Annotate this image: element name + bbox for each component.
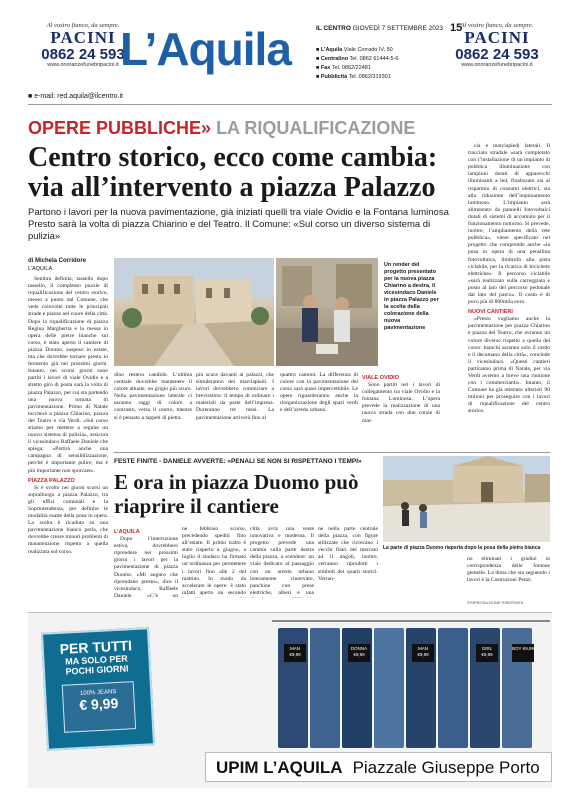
column-subhead: NUOVI CANTIERI (468, 309, 513, 316)
headline: E ora in piazza Duomo può riaprire il cantiere (114, 470, 359, 518)
article-column: quattro cantoni. La differenza di colore con la pavimentazione del corso sarà quasi impercettibile. Le opere riguarderanno anche la riorganizzazione degli spazi verdi e dell’arredo urbano. (280, 372, 358, 414)
article-column: no eliminati i gradini in corrispondenza delle fontane gemelle. La dima che sta seguendo i lavori è la Costruzioni Penzi. (467, 556, 550, 584)
ad-pacini-left: Al vostro fianco, da sempre. PACINI 0862 24 593 www.onoranzefunebripacini.it (41, 22, 125, 68)
sale-sign: PER TUTTI MA SOLO PER POCHI GIORNI 100% JEANS € 9,99 (41, 627, 155, 750)
price-tag: MAN €9,99 (284, 644, 306, 662)
page-number: 15 (450, 22, 463, 34)
dateline: L’AQUILA (28, 266, 53, 272)
dateline: L’AQUILA (114, 529, 140, 535)
byline: di Michela Corridore (28, 258, 87, 264)
jeans-item (374, 628, 404, 748)
store-address: Piazzale Giuseppe Porto (352, 758, 540, 777)
store-banner[interactable] (205, 752, 552, 782)
article-column: città avrà una veste innovativa e moderna. Il progetto prevede una cambia sulla parte destra della piazza, a scendere: un viale dedicato al passaggio con un arredo urbano interamente rinnovato, panchine con prese elettriche, alberi e una (250, 526, 314, 596)
issue-date: GIOVEDÌ 7 SETTEMBRE 2023 (352, 25, 444, 32)
article-kicker: FESTE FINITE - DANIELE AVVERTE: «PENALI SE NON SI RISPETTANO I TEMPI» (114, 458, 362, 465)
article-column: dino restera candido. L’ultima centrale dovrebbe mantenere il colore attuale, un grigio più scuro. Nella pavimentazione laterale ci saranno raggi di colore a contrasto, verso il centro, mentre si è pensato a tappeti di pietra. (114, 372, 192, 421)
divider (28, 104, 552, 105)
contact-row: ■ L’Aquila Viale Corrado IV, 50 (316, 47, 393, 53)
photo-caption: Un render del progetto presentato per la nuova piazza Chiarino a destra, il vicesindaco Daniele in piazza Palazzo per la scelta della colorazione della nuova pavimentazione (384, 262, 439, 331)
email-line[interactable]: ■ e-mail: red.aquila@ilcentro.it (28, 93, 123, 100)
contact-row: ■ Pubblicità Tel. 0862/319301 (316, 74, 391, 80)
contact-row: ■ Fax Tel. 0862/22481 (316, 65, 371, 71)
newspaper-name: IL CENTRO (316, 25, 351, 32)
article-column: cia e marciapiedi laterali. Il tracciato stradale «sarà completato con l’installazione di un impianto di pubblica illuminazione con lampioni dotati di apparecchi illuminanti a led, finalizzato sia al risparmio di consumi elettrici, sia alla riduzione dell’inquinamento luminoso. L’impianto sarà alimentato da pannelli fotovoltaici dotati di sistemi di accumulo per il funzionamento notturno. Si prevede, inoltre, l’ampliamento della rete pubblica», viene specificato nel progetto che comprende anche «la posa in opera di una pensilina fotovoltaica, limitrofa alla pista ciclabile, per la ricarica di biciclette elettriche». Il percorso ciclabile «sarà realizzato sulla carreggiata e posto al lato del percorso pedonale dal lato del parco». Il costo è di poco più di 800mila euro. NUOVI CANTIERI «Presto vogliamo anche la pavimentazione per piazza Chiarino e piazza del Teatro, che avranno un colore diverso rispetto a quella del corso: bianchi saranno solo il cardo e il decumano della città», conclude il vicesindaco. «Questi cantieri partiranno prima di Natale, per via Verdi avremo a breve una riunione con i commercianti». Intanto, il Comune ha già ottenuto ulteriori 90 milioni per proseguire con i lavori di riqualificazione del centro storico. (468, 143, 550, 415)
jeans-item (310, 628, 340, 748)
headline: Centro storico, ecco come cambia: via all’intervento a piazza Palazzo (28, 142, 438, 203)
copyright: ©RIPRODUZIONE RISERVATA (467, 600, 524, 605)
render-photo (114, 258, 274, 366)
column-subhead: VIALE OVIDIO (362, 375, 399, 381)
price-tag: DONNA €9,99 (348, 644, 370, 662)
vicesindaco-photo (276, 258, 378, 366)
divider (114, 452, 550, 453)
price-tag: MAN €9,99 (412, 644, 434, 662)
jeans-item (438, 628, 468, 748)
article-column: ne febbraio scorso, precedendo spediti fino all’estate. Il primo tratto è stato riaperto a giugno, a luglio il sindaco ha firmato un’ordinanza per permettere i lavori fino alle 2 del mattino. In modo da accelerare le opere: è stato infatti aperto un secondo (182, 526, 246, 596)
column-subhead: PIAZZA PALAZZO (28, 477, 75, 484)
price-tag: GIRL €9,99 (476, 644, 498, 662)
photo-caption: La parte di piazza Duomo riaperta dopo la posa della pietra bianca (383, 545, 541, 551)
contact-row: ■ Centralino Tel. 0862 61444-5-6 (316, 56, 399, 62)
article-column: ne nella parte centrale della piazza, con figure stilizzate che ricrecano i vecchi filari del mercato ad il angoli, inoltre, verranno riprodotti i simboli dei quarti storici. Verran- (318, 526, 378, 582)
article-column: L’AQUILA Dopo l’interruzione estiva, dovrebbero riprendere nei prossimi giorni i lavori per la pavimentazione di piazza Duomo. «Mi auguro che riprendano presto», dice il vicesindaco, Raffaele Daniele. «C’è un (114, 529, 178, 598)
article-column: Sembra definita, tassello dopo tassello, il complesso puzzle di riqualificazione del centro storico, messo a punto dal Comune, che vede coinvolte tutte le principali strade e piazze nel cuore della città. Dopo la riqualificazione di piazza Regina Margherita e la messa in opera delle pietre bianche sul corso, è stato aperto il cantiere di piazza Duomo, sospeso in estate, ma che dovrebbe tornare presto in fermento già nei prossimi giorni. Intanto, nei scorsi giorni sono partiti i lavori di viale Ovidio e a stretto giro di posta sarà la volta di piazza Palazzo, per cui sta partendo una nuova tornata di pavimentazione. Primo di Natale toccherà a piazza Chiarino, piazza del Teatro e via Verdi. «Sul corso stiamo per mettere a regime un nuovo sistema di pulizia», assicura il vicesindaco Raffaele Daniele che spiega: «Partirà anche una campagna di sensibilizzazione, perché è importante pulire, ma è più importante non sporcare». PIAZZA PALAZZO Si è svolto nei giorni scorsi un sopralluogo a piazza Palazzo, tra gli uffici comunali e la Soprintendenza, per definire le modalità esatte della posa in opera. La scelta è ricaduta su una pavimentazione bianco perla, che dovrebbe creare minori problemi di manutenzione rispetto a quella realizzata sul corso. (28, 276, 108, 555)
jeans-icon: 100% JEANS € 9,99 (62, 681, 136, 733)
page-title: L’Aquila (120, 23, 291, 75)
article-column: più scura davanti ai palazzi, che simuleranno dei marciapiedi. I lavori dovrebbero cominciare a brevissimo: il tempo di ordinare i materiali da parte dell’impresa. Dureranno tre mesi. La pavimentazione arriverà fino al (196, 372, 274, 421)
ad-pacini-right: Al vostro fianco, da sempre. PACINI 0862 24 593 www.onoranzefunebripacini.it (455, 22, 539, 68)
section-kicker: OPERE PUBBLICHE» LA RIQUALIFICAZIONE (28, 118, 416, 138)
newspaper-line (316, 25, 463, 32)
price-tag: BOY €9,99 (512, 644, 534, 662)
piazza-duomo-photo (383, 456, 550, 542)
article-column: VIALE OVIDIO Sono partiti ieri i lavori di collegamento tra viale Ovidio e la fontana Luminosa. L’opera prevede la realizzazione di una nuova strada con due corsie di mar- (362, 375, 440, 424)
jeans-display (272, 614, 550, 752)
subheadline: Partono i lavori per la nuova pavimentazione, già iniziati quelli tra viale Ovidio e la Fontana luminosa Presto sarà la volta di piazza Chiarino e del Teatro. Il Comune: «Sul corso un diverso sistema di pulizia» (28, 207, 449, 242)
store-name: UPIM L’AQUILA (216, 758, 343, 777)
